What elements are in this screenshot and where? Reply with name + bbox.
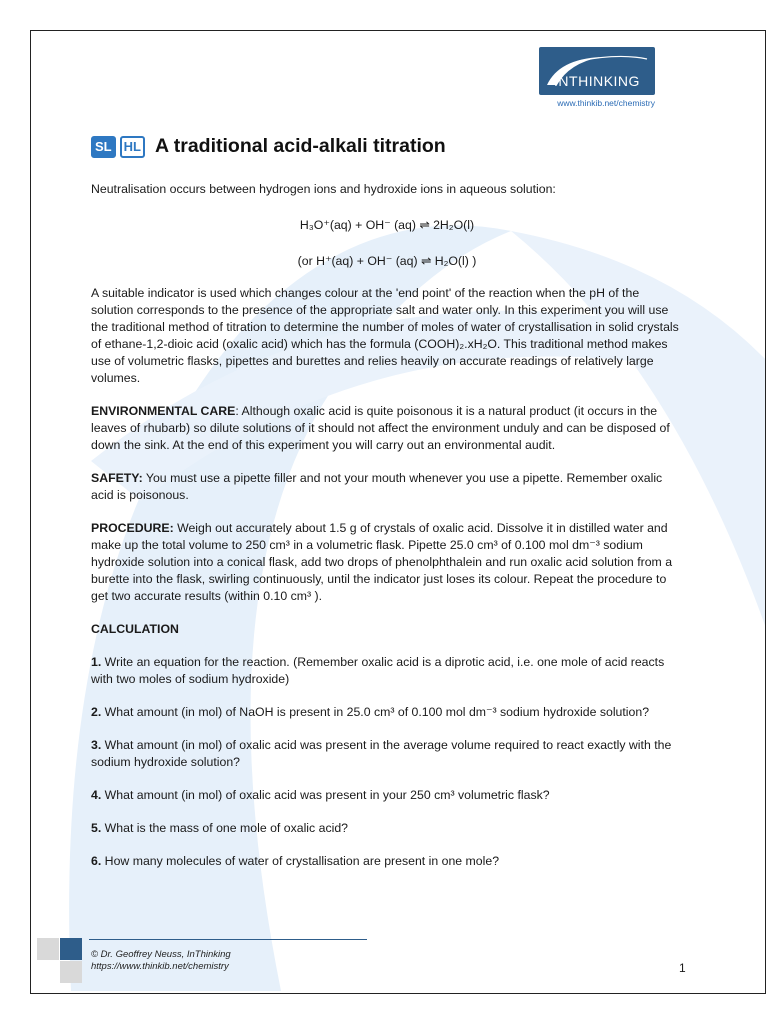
question-text: How many molecules of water of crystallisation are present in one mole? xyxy=(101,854,500,868)
question-text: Write an equation for the reaction. (Remember oxalic acid is a diprotic acid, i.e. one mole of acid reacts with two moles of sodium hydroxide) xyxy=(91,655,665,686)
footer-square-light xyxy=(60,961,82,983)
safety-label: SAFETY: xyxy=(91,471,143,485)
hl-badge: HL xyxy=(120,136,145,158)
footer-square-gray xyxy=(37,938,59,960)
question-2 xyxy=(91,704,683,721)
question-text: What is the mass of one mole of oxalic acid? xyxy=(101,821,349,835)
equation-2: (or H⁺(aq) + OH⁻ (aq) ⇌ H₂O(l) ) xyxy=(297,254,477,268)
question-5 xyxy=(91,820,683,837)
environmental-care-text: : Although oxalic acid is quite poisonous it is a natural product (it occurs in the leaves of rhubarb) so dilute solutions of it should not affect the environment unduly and can be disposed of down the sink. At the end of this experiment you will carry out an environmental audit. xyxy=(91,404,670,452)
page-number: 1 xyxy=(679,961,686,975)
question-text: What amount (in mol) of NaOH is present in 25.0 cm³ of 0.100 mol dm⁻³ sodium hydroxide solution? xyxy=(101,705,650,719)
question-number: 3. xyxy=(91,738,102,752)
footer-credits xyxy=(91,949,231,973)
intro-text: Neutralisation occurs between hydrogen ions and hydroxide ions in aqueous solution: xyxy=(91,182,556,196)
question-1 xyxy=(91,654,683,688)
equation-1: H₃O⁺(aq) + OH⁻ (aq) ⇌ 2H₂O(l) xyxy=(299,218,475,232)
procedure-label: PROCEDURE: xyxy=(91,521,174,535)
paragraph-intro: A suitable indicator is used which changes colour at the 'end point' of the reaction when the pH of the solution corresponds to the presence of the appropriate salt and water only. In this experiment you will use the traditional method of titration to determine the number of moles of water of crystallisation in solid crystals of ethane-1,2-dioic acid (oxalic acid) which has the formula (COOH)₂.xH₂O. This traditional method makes use of volumetric flasks, pipettes and burettes and relies heavily on accurate readings of relatively large volumes. xyxy=(91,286,679,385)
page-title: A traditional acid-alkali titration xyxy=(154,135,446,157)
logo-text: INTHINKING xyxy=(554,73,640,89)
footer-url[interactable]: https://www.thinkib.net/chemistry xyxy=(91,961,229,972)
question-text: What amount (in mol) of oxalic acid was present in your 250 cm³ volumetric flask? xyxy=(101,788,550,802)
sl-badge: SL xyxy=(91,136,116,158)
safety-text: You must use a pipette filler and not your mouth whenever you use a pipette. Remember oxalic acid is poisonous. xyxy=(91,471,663,502)
question-number: 5. xyxy=(91,821,102,835)
question-4 xyxy=(91,787,683,804)
calculation-heading-text: CALCULATION xyxy=(91,622,179,636)
calculation-heading xyxy=(91,621,683,638)
question-text: What amount (in mol) of oxalic acid was present in the average volume required to react exactly with the sodium hydroxide solution? xyxy=(91,738,672,769)
question-number: 6. xyxy=(91,854,102,868)
document-body xyxy=(91,181,683,870)
title-row xyxy=(91,135,446,158)
footer-divider xyxy=(89,939,367,940)
inthinking-logo xyxy=(539,47,655,95)
question-3 xyxy=(91,737,683,771)
logo-url[interactable]: www.thinkib.net/chemistry xyxy=(557,98,655,108)
question-6 xyxy=(91,853,683,870)
question-number: 1. xyxy=(91,655,102,669)
footer-square-blue xyxy=(60,938,82,960)
safety-section xyxy=(91,470,683,504)
question-number: 4. xyxy=(91,788,102,802)
procedure-text: Weigh out accurately about 1.5 g of crystals of oxalic acid. Dissolve it in distilled water and make up the total volume to 250 cm³ in a volumetric flask. Pipette 25.0 cm³ of 0.100 mol dm⁻³ sodium hydroxide solution into a conical flask, add two drops of phenolphthalein and run oxalic acid solution from a burette into the flask, swirling continuously, until the indicator just loses its colour. Repeat the procedure to get two accurate results (within 0.10 cm³ ). xyxy=(91,521,673,603)
question-number: 2. xyxy=(91,705,102,719)
procedure-section xyxy=(91,520,683,605)
footer-author: © Dr. Geoffrey Neuss, InThinking xyxy=(91,949,231,960)
document-page xyxy=(30,30,766,994)
environmental-care-label: ENVIRONMENTAL CARE xyxy=(91,404,236,418)
environmental-care-section xyxy=(91,403,683,454)
